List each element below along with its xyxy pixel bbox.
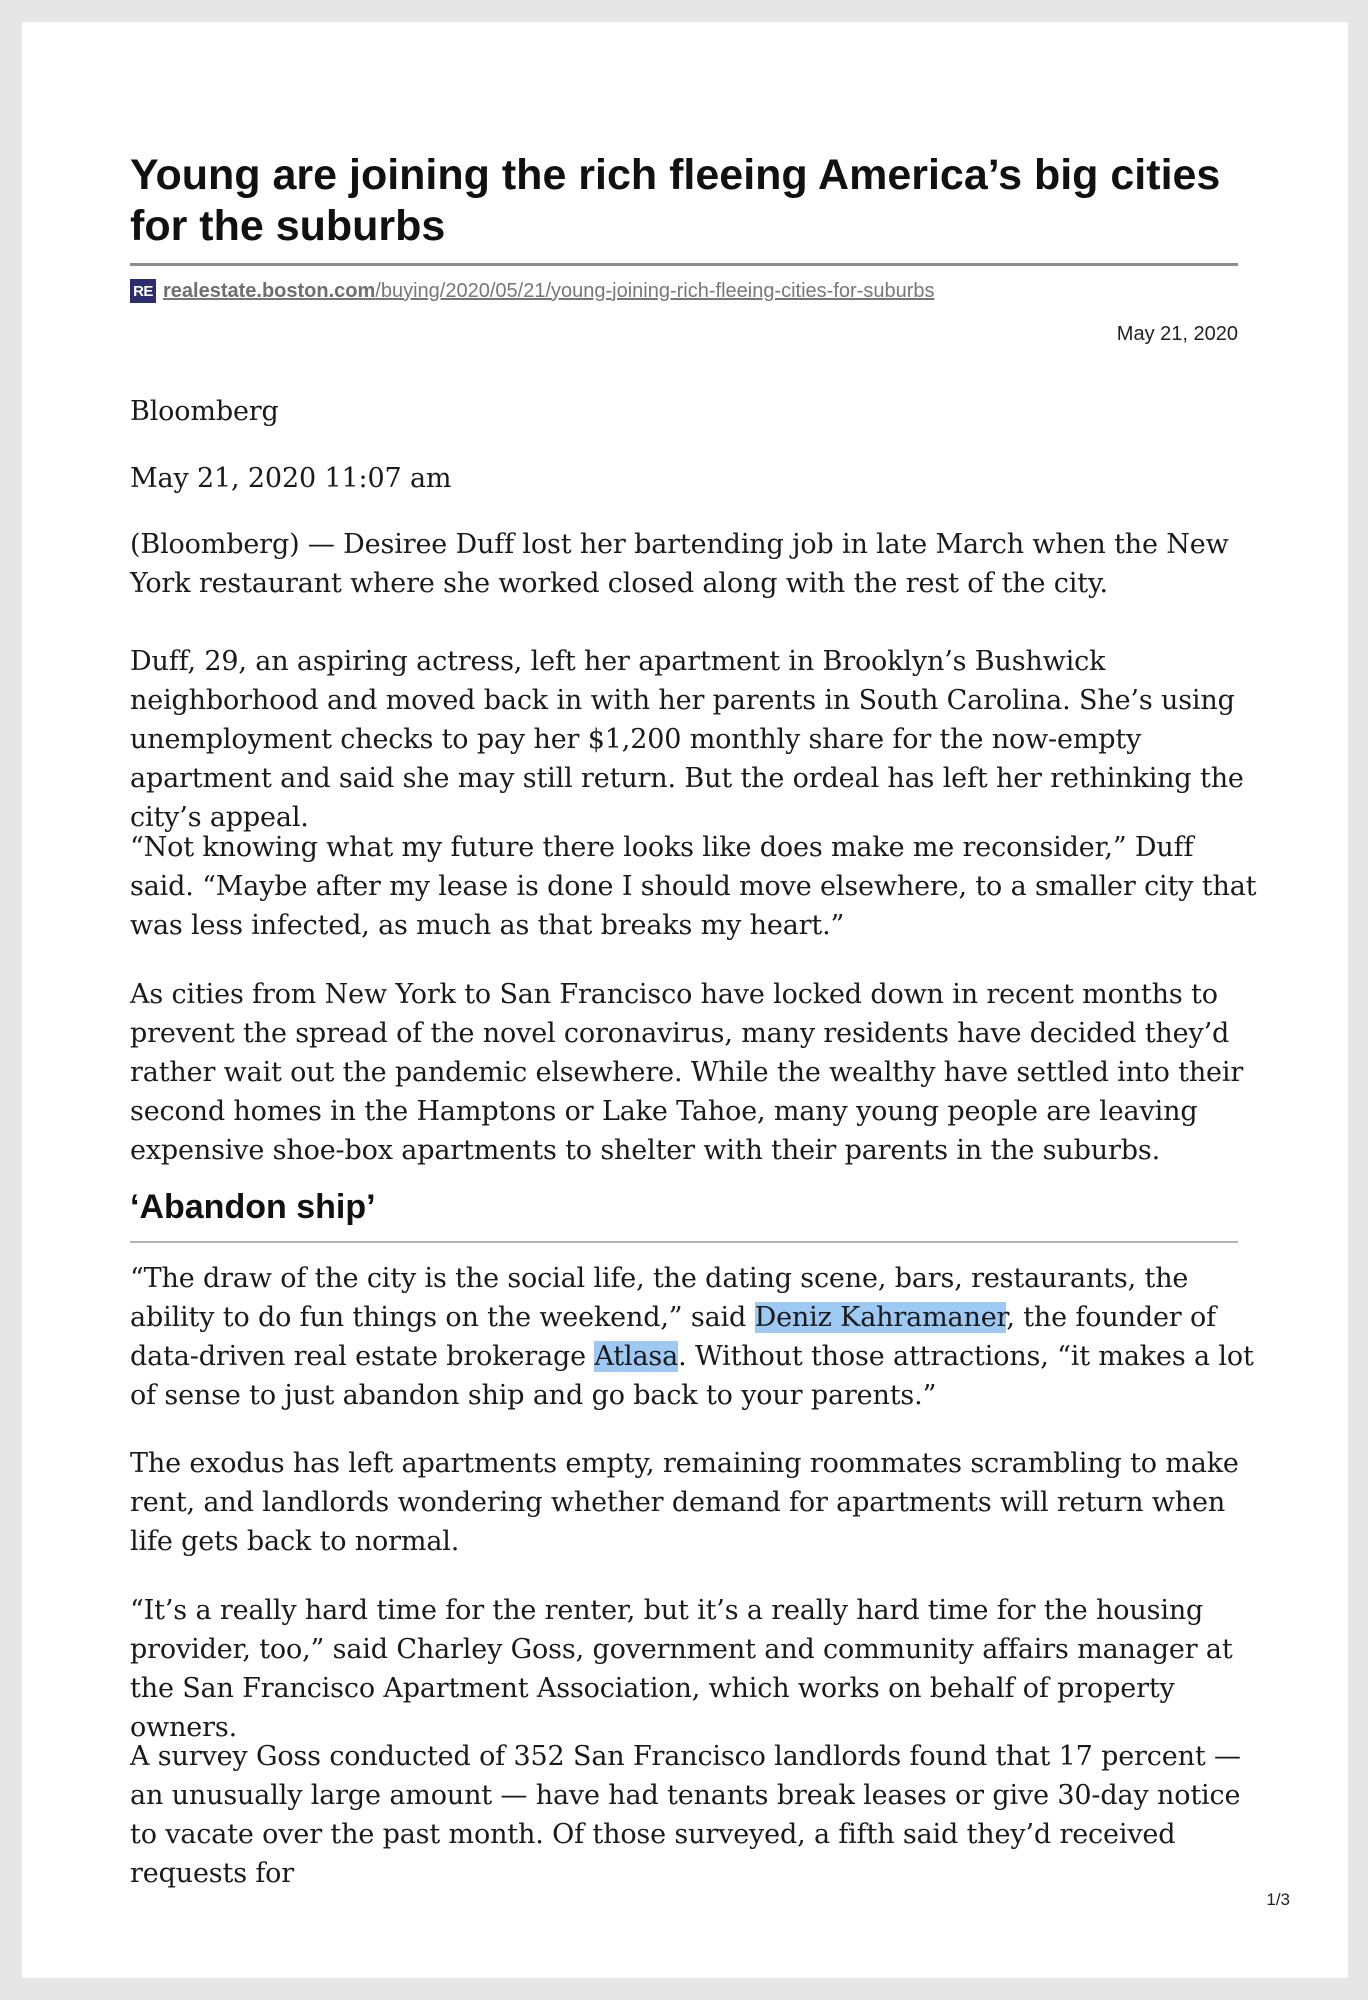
paragraph: (Bloomberg) — Desiree Duff lost her bartending job in late March when the New York restaurant where she worked closed along with the rest of the city.	[130, 529, 1229, 599]
page-number: 1/3	[1266, 1890, 1290, 1909]
article-timestamp: May 21, 2020 11:07 am	[130, 463, 452, 494]
paragraph-text: . Without those attractions, “it makes a lot of sense to just abandon ship and go back to your parents.”	[130, 1341, 1254, 1411]
paragraph: Duff, 29, an aspiring actress, left her apartment in Brooklyn’s Bushwick neighborhood and moved back in with her parents in South Carolina. She’s using unemployment checks to pay her $1,200 monthly share for the now-empty apartment and said she may still return. But the ordeal has left her rethinking the city’s appeal.	[130, 646, 1244, 833]
print-date: May 21, 2020	[1116, 323, 1238, 345]
article-title: Young are joining the rich fleeing America’s big cities for the suburbs	[130, 151, 1221, 250]
paragraph: “It’s a really hard time for the renter, but it’s a really hard time for the housing provider, too,” said Charley Goss, government and community affairs manager at the San Francisco Apartment Association, which works on behalf of property owners.	[130, 1595, 1233, 1743]
title-divider	[130, 263, 1238, 266]
paragraph: “Not knowing what my future there looks like does make me reconsider,” Duff said. “Maybe after my lease is done I should move elsewhere, to a smaller city that was less infected, as much as that breaks my heart.”	[130, 832, 1257, 941]
highlighted-company[interactable]: Atlasa	[594, 1341, 679, 1372]
section-divider	[130, 1241, 1238, 1243]
paragraph: The exodus has left apartments empty, remaining roommates scrambling to make rent, and landlords wondering whether demand for apartments will return when life gets back to normal.	[130, 1448, 1239, 1557]
paragraph-text: , the founder of data-driven real estate brokerage	[130, 1302, 1216, 1372]
document-page	[22, 22, 1348, 1978]
source-domain: realestate.boston.com	[163, 279, 376, 302]
paragraph-text: “The draw of the city is the social life, the dating scene, bars, restaurants, the ability to do fun things on the weekend,” said	[130, 1263, 1189, 1333]
byline: Bloomberg	[130, 396, 279, 427]
section-heading: ‘Abandon ship’	[130, 1188, 376, 1226]
site-logo-icon: RE	[130, 279, 156, 303]
paragraph: As cities from New York to San Francisco have locked down in recent months to prevent the spread of the novel coronavirus, many residents have decided they’d rather wait out the pandemic elsewhere. While the wealthy have settled into their second homes in the Hamptons or Lake Tahoe, many young people are leaving expensive shoe-box apartments to shelter with their parents in the suburbs.	[130, 979, 1244, 1166]
paragraph-highlighted	[130, 1259, 1260, 1415]
source-url-link[interactable]	[163, 280, 935, 303]
source-path: /buying/2020/05/21/young-joining-rich-fleeing-cities-for-suburbs	[375, 279, 935, 302]
highlighted-name[interactable]: Deniz Kahramaner	[754, 1302, 1007, 1333]
paragraph: A survey Goss conducted of 352 San Francisco landlords found that 17 percent — an unusually large amount — have had tenants break leases or give 30-day notice to vacate over the past month. Of those surveyed, a fifth said they’d received requests for	[130, 1741, 1241, 1889]
source-line	[130, 278, 935, 304]
